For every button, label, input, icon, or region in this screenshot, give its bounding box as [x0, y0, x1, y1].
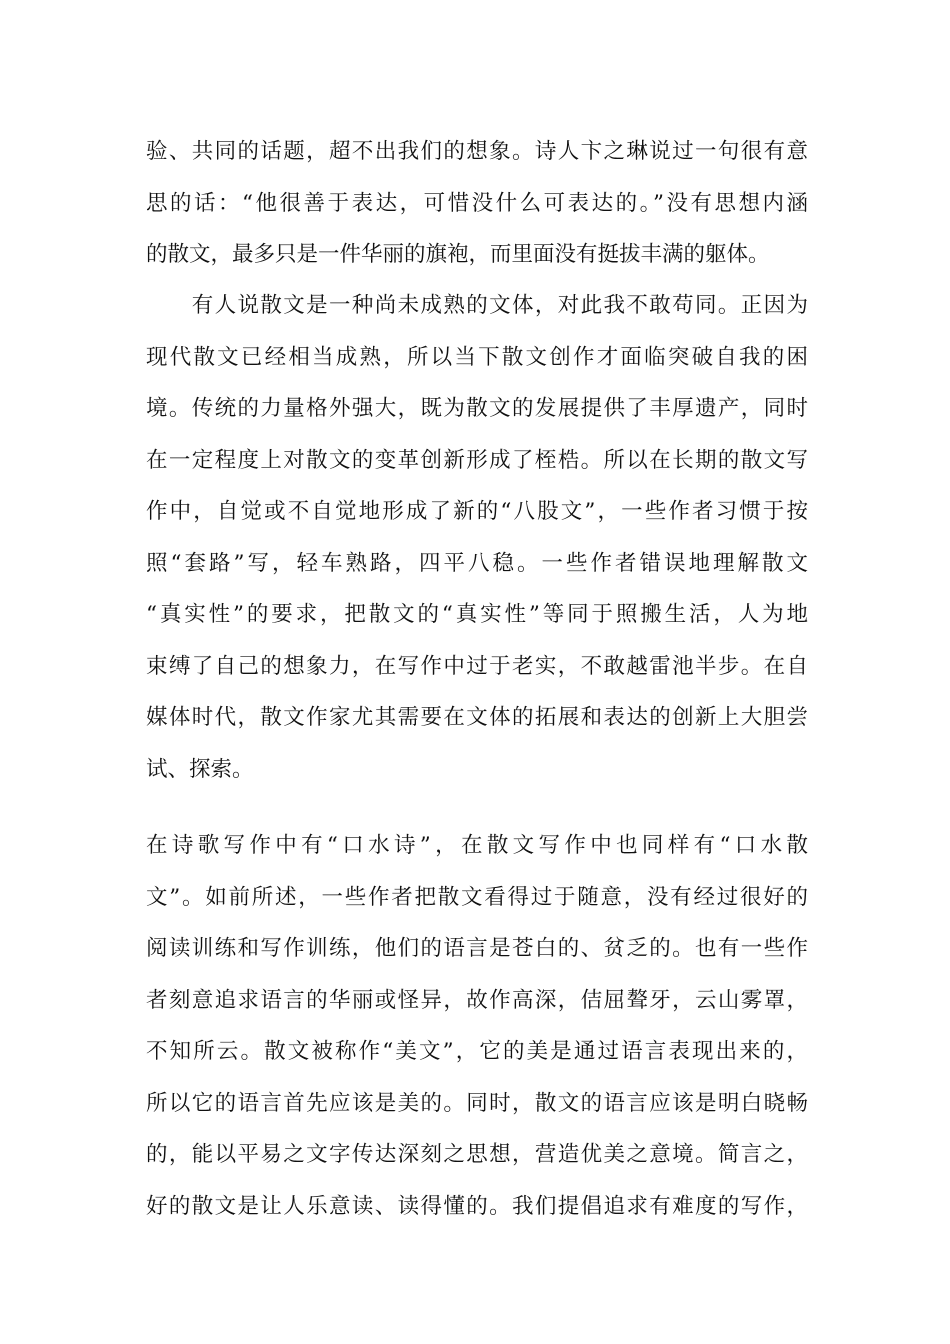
text-line: “真实性”的要求，把散文的“真实性”等同于照搬生活，人为地: [146, 602, 808, 627]
paragraph-continuation: [146, 126, 808, 281]
text-line: 境。传统的力量格外强大，既为散文的发展提供了丰厚遗产，同时: [146, 396, 808, 421]
text-line: 好的散文是让人乐意读、读得懂的。我们提倡追求有难度的写作，: [146, 1193, 808, 1219]
text-line: 试、探索。: [146, 756, 254, 782]
text-line: 的散文，最多只是一件华丽的旗袍，而里面没有挺拔丰满的躯体。: [146, 242, 770, 267]
text-line: 在诗歌写作中有“口水诗”，在散文写作中也同样有“口水散: [146, 833, 808, 858]
text-line: 思的话：“他很善于表达，可惜没什么可表达的。”没有思想内涵: [146, 190, 808, 216]
text-line: 现代散文已经相当成熟，所以当下散文创作才面临突破自我的困: [146, 344, 808, 370]
text-line: 束缚了自己的想象力，在写作中过于老实，不敢越雷池半步。在自: [146, 653, 808, 679]
text-line: 者刻意追求语言的华丽或怪异，故作高深，佶屈聱牙，云山雾罩，: [146, 987, 808, 1013]
text-line: 阅读训练和写作训练，他们的语言是苍白的、贫乏的。也有一些作: [146, 936, 808, 961]
text-line: 有人说散文是一种尚未成熟的文体，对此我不敢苟同。正因为: [146, 293, 808, 318]
text-line: 验、共同的话题，超不出我们的想象。诗人卞之琳说过一句很有意: [146, 139, 808, 164]
text-line: 作中，自觉或不自觉地形成了新的“八股文”，一些作者习惯于按: [146, 499, 808, 524]
text-line: 文”。如前所述，一些作者把散文看得过于随意，没有经过很好的: [146, 884, 808, 910]
text-line: 媒体时代，散文作家尤其需要在文体的拓展和表达的创新上大胆尝: [146, 705, 808, 730]
text-line: 照“套路”写，轻车熟路，四平八稳。一些作者错误地理解散文: [146, 550, 808, 576]
paragraph-prose-genre: [146, 280, 808, 795]
text-line: 在一定程度上对散文的变革创新形成了桎梏。所以在长期的散文写: [146, 447, 808, 473]
text-line: 所以它的语言首先应该是美的。同时，散文的语言应该是明白晓畅: [146, 1090, 808, 1116]
text-line: 不知所云。散文被称作“美文”，它的美是通过语言表现出来的，: [146, 1039, 808, 1064]
paragraph-prose-language: [146, 820, 808, 1232]
text-line: 的，能以平易之文字传达深刻之思想，营造优美之意境。简言之，: [146, 1142, 808, 1167]
